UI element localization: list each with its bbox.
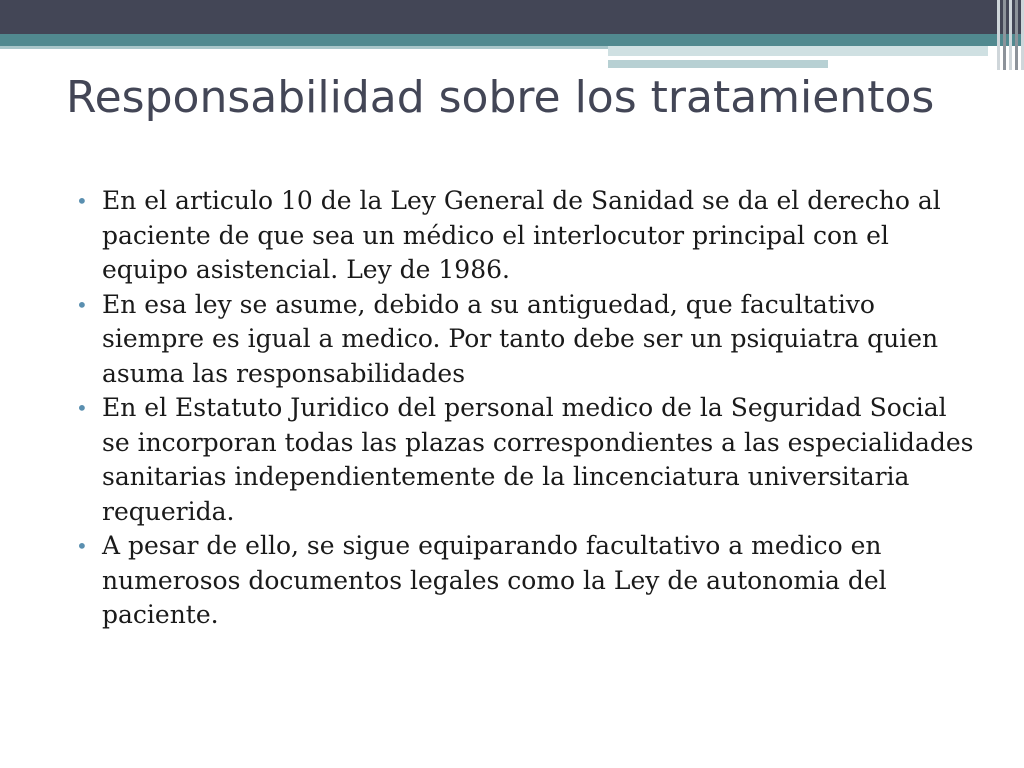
header-dark-bar [0, 0, 1024, 34]
bullet-text: En esa ley se asume, debido a su antiguedad, que facultativo siempre es igual a medico. Por tanto debe ser un psiquiatra quien asuma las responsabilidades [102, 289, 939, 388]
bullet-list [76, 184, 976, 633]
bullet-text: En el articulo 10 de la Ley General de Sanidad se da el derecho al paciente de que sea un médico el interlocutor principal con el equipo asistencial. Ley de 1986. [102, 186, 941, 284]
slide-title: Responsabilidad sobre los tratamientos [66, 72, 935, 123]
header-stripes [992, 0, 1024, 70]
header-teal-bar [0, 34, 1024, 46]
header-accent-line [0, 46, 608, 49]
header-right-accent-bar-small [608, 60, 828, 68]
bullet-text: En el Estatuto Juridico del personal medico de la Seguridad Social se incorporan todas las plazas correspondientes a las especialidades sanitarias independientemente de la lincenciatura universitaria requerida. [102, 393, 974, 526]
bullet-item [76, 529, 976, 633]
header-stripe [997, 0, 1000, 70]
bullet-dot-icon: • [76, 534, 88, 558]
header-right-accent-bar [608, 46, 988, 56]
bullet-dot-icon: • [76, 396, 88, 420]
header-stripe [1003, 0, 1006, 70]
bullet-text: A pesar de ello, se sigue equiparando facultativo a medico en numerosos documentos legales como la Ley de autonomia del paciente. [102, 531, 887, 629]
bullet-item [76, 391, 976, 529]
bullet-item [76, 184, 976, 288]
bullet-dot-icon: • [76, 189, 88, 213]
header-stripe [1015, 0, 1018, 70]
header-stripe [1009, 0, 1012, 70]
bullet-dot-icon: • [76, 292, 88, 317]
bullet-item [76, 288, 976, 392]
